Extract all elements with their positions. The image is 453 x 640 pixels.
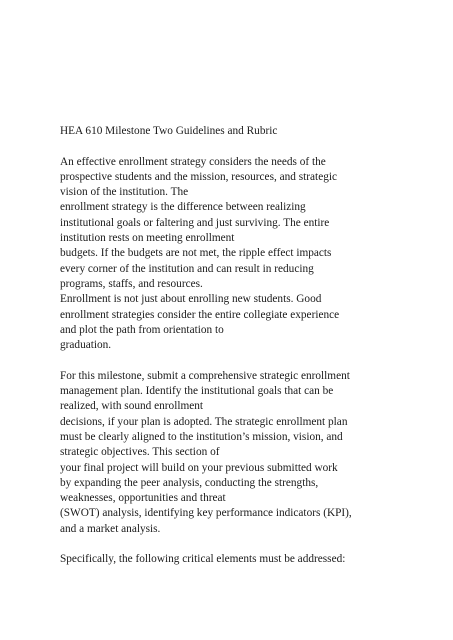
text-line: programs, staffs, and resources. bbox=[60, 277, 203, 290]
text-line: (SWOT) analysis, identifying key performance indicators (KPI), bbox=[60, 507, 352, 520]
text-line: decisions, if your plan is adopted. The strategic enrollment plan bbox=[60, 415, 348, 428]
text-line: weaknesses, opportunities and threat bbox=[60, 492, 226, 505]
text-line: prospective students and the mission, resources, and strategic bbox=[60, 170, 338, 183]
text-line: institutional goals or faltering and just surviving. The entire bbox=[60, 216, 330, 229]
text-line: must be clearly aligned to the institution’s mission, vision, and bbox=[60, 430, 343, 443]
text-line: vision of the institution. The bbox=[60, 186, 189, 199]
text-line: Enrollment is not just about enrolling new students. Good bbox=[60, 293, 322, 306]
text-line: strategic objectives. This section of bbox=[60, 446, 220, 459]
text-line: and plot the path from orientation to bbox=[60, 323, 224, 336]
text-line: your final project will build on your previous submitted work bbox=[60, 461, 338, 474]
text-line: every corner of the institution and can result in reducing bbox=[60, 262, 314, 275]
blank-line bbox=[60, 139, 440, 154]
blank-line bbox=[60, 537, 440, 552]
text-line: budgets. If the budgets are not met, the ripple effect impacts bbox=[60, 247, 332, 260]
text-line: For this milestone, submit a comprehensive strategic enrollment bbox=[60, 369, 350, 382]
text-line: institution rests on meeting enrollment bbox=[60, 232, 235, 245]
text-line: enrollment strategies consider the entire collegiate experience bbox=[60, 308, 340, 321]
text-line: realized, with sound enrollment bbox=[60, 400, 204, 413]
text-line: An effective enrollment strategy considers the needs of the bbox=[60, 155, 326, 168]
text-line: graduation. bbox=[60, 339, 112, 352]
document-title: HEA 610 Milestone Two Guidelines and Rubric bbox=[60, 125, 278, 137]
text-line: Specifically, the following critical elements must be addressed: bbox=[60, 553, 346, 566]
text-line: management plan. Identify the institutional goals that can be bbox=[60, 385, 334, 398]
text-line: enrollment strategy is the difference between realizing bbox=[60, 201, 306, 214]
text-line: and a market analysis. bbox=[60, 522, 161, 535]
text-line: by expanding the peer analysis, conducting the strengths, bbox=[60, 476, 319, 489]
paragraph-milestone-instructions bbox=[60, 369, 440, 537]
blank-line bbox=[60, 353, 440, 368]
paragraph-critical-elements bbox=[60, 552, 440, 567]
paragraph-enrollment-strategy bbox=[60, 155, 440, 354]
document-body bbox=[60, 124, 440, 568]
